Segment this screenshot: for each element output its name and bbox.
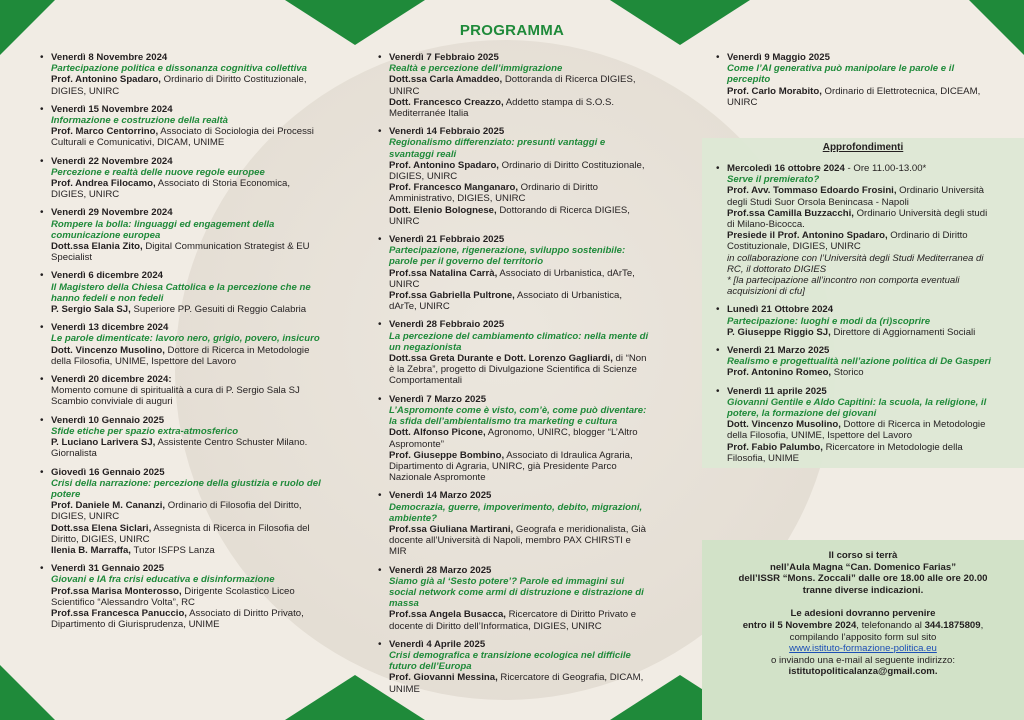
event-date — [51, 467, 325, 478]
event-topic: Il Magistero della Chiesa Cattolica e la percezione che ne hanno fedeli e non fedeli — [51, 281, 311, 304]
speaker-role: Geografa e meridionalista, Già docente all’Università di Napoli, membro PAX CHIRSTI e MIR — [389, 523, 647, 558]
program-event — [378, 490, 650, 557]
event-speaker — [389, 97, 650, 119]
speaker-name: Dott. Alfonso Picone, — [389, 427, 486, 439]
event-topic: Rompere la bolla: linguaggi ed engagement della comunicazione europea — [51, 218, 275, 241]
program-event — [378, 394, 650, 484]
approfondimenti-title: Approfondimenti — [822, 142, 904, 153]
speaker-name: Prof.ssa Gabriella Pultrone, — [389, 290, 515, 302]
event-speaker — [727, 442, 992, 464]
speaker-name: Prof. Giovanni Messina, — [389, 672, 498, 684]
event-date-text: Lunedì 21 Ottobre 2024 — [727, 304, 834, 316]
speaker-role: Ordinario di Diritto Amministrativo, DIGIES, UNIRC — [389, 182, 598, 205]
event-speaker — [727, 230, 992, 252]
event-date — [727, 304, 992, 315]
speaker-role: Ordinario di Diritto Costituzionale, DIGIES, UNIRC — [727, 230, 968, 253]
event-topic: L’Aspromonte come è visto, com’è, come può diventare: la sfida dell’ambientalismo tra marketing e cultura — [389, 404, 647, 428]
event-topic: Partecipazione politica e dissonanza cognitiva collettiva — [51, 63, 307, 75]
event-date-text: Venerdì 28 Marzo 2025 — [389, 564, 492, 576]
event-speaker — [51, 178, 325, 200]
program-event — [378, 319, 650, 386]
event-topic: Giovani e IA fra crisi educativa e disinformazione — [51, 574, 275, 586]
event-speaker — [51, 608, 325, 630]
event-date — [389, 565, 650, 576]
event-date-text: Venerdì 7 Marzo 2025 — [389, 393, 487, 405]
program-event — [40, 322, 325, 367]
event-topic: Partecipazione, rigenerazione, sviluppo sostenibile: parole per il governo del territorio — [389, 245, 626, 268]
speaker-role: Associato di Storia Economica, DIGIES, UNIRC — [51, 178, 291, 201]
event-speaker — [389, 353, 650, 387]
event-topic: Percezione e realtà delle nuove regole europee — [51, 166, 265, 178]
program-event — [40, 104, 325, 149]
event-topic: Regionalismo differenziato: presunti vantaggi e svantaggi reali — [389, 137, 606, 160]
program-event — [40, 415, 325, 460]
info-line: Le adesioni dovranno pervenire — [790, 608, 936, 620]
speaker-name: Prof. Fabio Palumbo, — [727, 441, 823, 453]
event-speaker — [389, 427, 650, 449]
program-column-2 — [378, 52, 650, 702]
program-event — [716, 304, 992, 338]
program-event — [40, 467, 325, 557]
event-date — [51, 270, 325, 281]
event-speaker — [51, 304, 325, 315]
event-note: in collaborazione con l’Università degli Studi Mediterranea di RC, il dottorato DIGIES — [727, 252, 984, 275]
event-date-text: Venerdì 7 Febbraio 2025 — [389, 52, 499, 63]
event-speaker — [727, 86, 986, 108]
program-event — [40, 374, 325, 408]
program-event — [378, 126, 650, 227]
speaker-role: Dottoranda di Ricerca DIGIES, UNIRC — [389, 74, 636, 97]
event-description: Momento comune di spiritualità a cura di P. Sergio Sala SJ Scambio conviviale di auguri — [51, 385, 300, 408]
program-event — [40, 207, 325, 263]
event-date — [51, 156, 325, 167]
speaker-name: Dott. Vincenzo Musolino, — [51, 344, 165, 356]
event-date-text: Venerdì 22 Novembre 2024 — [51, 155, 173, 167]
event-date-text: Venerdì 11 aprile 2025 — [727, 385, 827, 397]
speaker-role: Direttore di Aggiornamenti Sociali — [830, 326, 976, 338]
speaker-role: Assegnista di Ricerca in Filosofia del Diritto, DIGIES, UNIRC — [51, 522, 310, 545]
event-topic: Crisi della narrazione: percezione della giustizia e ruolo del potere — [51, 477, 321, 500]
event-date — [389, 394, 650, 405]
speaker-role: Associato di Diritto Privato, Dipartimento di Giurisprudenza, UNIME — [51, 607, 304, 631]
speaker-name: P. Sergio Sala SJ, — [51, 304, 131, 316]
event-topic: La percezione del cambiamento climatico: nella mente di un negazionista — [389, 330, 649, 353]
speaker-role: Assistente Centro Schuster Milano. Giornalista — [51, 437, 308, 460]
info-line: Il corso si terrà — [828, 550, 898, 561]
speaker-role: Addetto stampa di S.O.S. Mediterranée Italia — [389, 96, 615, 120]
speaker-name: Prof.ssa Angela Busacca, — [389, 609, 506, 621]
event-date-text: Venerdì 15 Novembre 2024 — [51, 103, 173, 115]
speaker-role: Ordinario di Elettrotecnica, DICEAM, UNIRC — [727, 85, 981, 108]
event-topic: Come l’AI generativa può manipolare le parole e il percepito — [727, 63, 955, 86]
speaker-name: Dott.ssa Elania Zito, — [51, 241, 143, 253]
event-topic: Democrazia, guerre, impoverimento, debito, migrazioni, ambiente? — [389, 501, 643, 524]
event-speaker — [389, 182, 650, 204]
speaker-name: P. Giuseppe Riggio SJ, — [727, 326, 831, 338]
event-date-text: Venerdì 14 Febbraio 2025 — [389, 126, 505, 138]
event-speaker — [727, 419, 992, 441]
speaker-name: Ilenia B. Marraffa, — [51, 544, 131, 556]
event-speaker — [389, 450, 650, 484]
event-speaker — [51, 241, 325, 263]
event-date — [51, 104, 325, 115]
event-speaker — [389, 290, 650, 312]
speaker-role: Ricercatore di Geografia, DICAM, UNIME — [389, 672, 644, 695]
event-topic: Realtà e percezione dell’immigrazione — [389, 63, 563, 75]
event-date — [51, 563, 325, 574]
program-event — [40, 270, 325, 315]
speaker-name: Prof. Daniele M. Cananzi, — [51, 500, 166, 512]
program-event — [40, 156, 325, 201]
speaker-name: Dott.ssa Greta Durante e Dott. Lorenzo Gagliardi, — [389, 353, 613, 365]
event-date — [51, 207, 325, 218]
program-column-1 — [40, 52, 325, 637]
info-line: dell’ISSR “Mons. Zoccali” dalle ore 18.00 alle ore 20.00 — [738, 573, 988, 585]
approfondimenti-list — [716, 163, 992, 471]
program-event — [716, 386, 992, 464]
event-topic: Giovanni Gentile e Aldo Capitini: la scuola, la religione, il potere, la formazione dei giovani — [727, 396, 987, 420]
speaker-name: Prof. Andrea Filocamo, — [51, 178, 156, 190]
info-line: tranne diverse indicazioni. — [802, 584, 924, 596]
phone-number[interactable]: 344.1875809 — [924, 619, 981, 631]
speaker-name: Dott. Francesco Creazzo, — [389, 96, 504, 108]
event-speaker — [389, 609, 650, 631]
program-event — [40, 52, 325, 97]
info-line — [708, 620, 1018, 632]
program-event — [716, 163, 992, 297]
event-time: - Ore 11.00-13.00* — [844, 163, 927, 174]
event-topic: Partecipazione: luoghi e modi da (ri)scoprire — [727, 315, 931, 327]
event-date — [389, 490, 650, 501]
speaker-name: Prof.ssa Marisa Monterosso, — [51, 585, 182, 597]
speaker-name: Prof. Avv. Tommaso Edoardo Frosini, — [727, 185, 897, 197]
speaker-name: Prof.ssa Giuliana Martirani, — [389, 523, 514, 535]
speaker-role: Associato di Urbanistica, dArTe, UNIRC — [389, 267, 635, 290]
speaker-name: P. Luciano Larivera SJ, — [51, 437, 156, 449]
event-date — [389, 234, 650, 245]
event-date-text: Venerdì 9 Maggio 2025 — [727, 52, 830, 63]
event-date — [51, 322, 325, 333]
speaker-name: Presiede il Prof. Antonino Spadaro, — [727, 230, 888, 242]
program-event — [378, 52, 650, 119]
speaker-role: Ordinario di Diritto Costituzionale, DIGIES, UNIRC — [51, 74, 307, 97]
event-date-text: Venerdì 29 Novembre 2024 — [51, 207, 173, 219]
event-date-text: Venerdì 8 Novembre 2024 — [51, 52, 168, 63]
event-speaker — [51, 74, 325, 96]
event-date — [389, 52, 650, 63]
page-title: PROGRAMMA — [459, 22, 565, 39]
info-text-fragment: , telefonando al — [856, 619, 925, 631]
speaker-role: Ordinario di Diritto Costituzionale, DIGIES, UNIRC — [389, 159, 645, 183]
event-date — [727, 163, 992, 174]
info-line: o inviando una e-mail al seguente indirizzo: — [771, 654, 955, 666]
event-speaker — [389, 524, 650, 558]
email-address[interactable]: istitutopoliticalanza@gmail.com. — [788, 666, 938, 678]
speaker-name: Prof. Antonino Spadaro, — [51, 74, 161, 86]
info-text — [708, 550, 1018, 678]
event-date-text: Venerdì 31 Gennaio 2025 — [51, 563, 165, 575]
event-speaker — [389, 205, 650, 227]
speaker-role: Ricercatore di Diritto Privato e docente di Diritto dell’Informatica, DIGIES, UNIRC — [389, 609, 637, 632]
program-event — [40, 563, 325, 630]
event-topic: Le parole dimenticate: lavoro nero, grigio, povero, insicuro — [51, 333, 320, 345]
speaker-role: Storico — [831, 367, 864, 379]
event-speaker — [389, 268, 650, 290]
speaker-role: Associato di Sociologia dei Processi Culturali e Comunicativi, DICAM, UNIME — [51, 126, 314, 149]
event-speaker — [727, 327, 992, 338]
event-speaker — [389, 160, 650, 182]
event-date-text: Venerdì 14 Marzo 2025 — [389, 490, 492, 502]
speaker-name: Prof. Antonino Spadaro, — [389, 159, 499, 171]
event-date-text: Venerdì 10 Gennaio 2025 — [51, 414, 165, 426]
event-date — [727, 52, 986, 63]
event-date-text: Venerdì 4 Aprile 2025 — [389, 638, 486, 650]
speaker-name: Prof. Marco Centorrino, — [51, 126, 159, 138]
speaker-role: Ordinario Università degli Studi Suor Orsola Benincasa - Napoli — [727, 185, 984, 208]
event-speaker — [51, 523, 325, 545]
speaker-role: Superiore PP. Gesuiti di Reggio Calabria — [130, 304, 307, 316]
event-date — [51, 52, 325, 63]
event-speaker — [51, 437, 325, 459]
event-date — [389, 319, 650, 330]
program-column-3 — [716, 52, 986, 115]
speaker-role: Dirigente Scolastico Liceo Scientifico “Alessandro Volta”, RC — [51, 585, 295, 608]
decor-corner — [0, 665, 55, 720]
speaker-role: Digital Communication Strategist & EU Specialist — [51, 241, 310, 264]
deadline-date: entro il 5 Novembre 2024 — [742, 619, 857, 631]
speaker-role: Ricercatore in Metodologie della Filosofia, UNIME — [727, 441, 963, 464]
speaker-name: Prof.ssa Camilla Buzzacchi, — [727, 207, 854, 219]
event-date — [727, 345, 992, 356]
speaker-name: Prof.ssa Francesca Panuccio, — [51, 607, 187, 619]
program-event — [378, 565, 650, 632]
event-date — [51, 415, 325, 426]
event-speaker — [51, 586, 325, 608]
event-topic: Serve il premierato? — [727, 174, 820, 186]
event-date — [389, 126, 650, 137]
event-date-text: Venerdì 6 dicembre 2024 — [51, 270, 163, 282]
event-speaker — [51, 345, 325, 367]
event-topic: Siamo già al ‘Sesto potere’? Parole ed immagini sui social network come armi di distruzione e distrazione di massa — [389, 575, 644, 610]
event-topic: Informazione e costruzione della realtà — [51, 115, 228, 127]
event-date — [51, 374, 325, 385]
speaker-role: Ordinario di Filosofia del Diritto, DIGIES, UNIRC — [51, 500, 302, 523]
event-topic: Realismo e progettualità nell’azione politica di De Gasperi — [727, 356, 991, 368]
speaker-role: Associato di Urbanistica, dArTe, UNIRC — [389, 290, 623, 313]
event-date-text: Venerdì 28 Febbraio 2025 — [389, 319, 505, 331]
event-speaker — [727, 208, 992, 230]
event-date — [389, 639, 650, 650]
event-speaker — [389, 74, 650, 96]
speaker-role: di “Non è la Zebra”, progetto di Divulgazione Scientifica di Scienze Comportamentali — [389, 353, 647, 387]
speaker-name: Dott. Elenio Bolognese, — [389, 204, 497, 216]
event-date — [727, 386, 992, 397]
speaker-name: Prof. Giuseppe Bombino, — [389, 449, 505, 461]
speaker-role: Ordinario Università degli studi di Milano-Bicocca. — [727, 207, 988, 231]
speaker-role: Agronomo, UNIRC, blogger “L’Altro Aspromonte” — [389, 427, 638, 450]
program-event — [378, 639, 650, 695]
event-speaker — [727, 367, 992, 378]
info-line: nell’Aula Magna “Can. Domenico Farias” — [769, 561, 957, 573]
event-topic: Sfide etiche per spazio extra-atmosferico — [51, 425, 239, 437]
event-speaker — [51, 545, 325, 556]
event-date-text: Venerdì 20 dicembre 2024: — [51, 374, 172, 386]
event-speaker — [51, 500, 325, 522]
event-date-text: Venerdì 13 dicembre 2024 — [51, 322, 169, 334]
speaker-name: Prof. Antonino Romeo, — [727, 367, 832, 379]
speaker-name: Dott.ssa Elena Siclari, — [51, 522, 152, 534]
event-speaker — [727, 185, 992, 207]
event-date-text: Venerdì 21 Marzo 2025 — [727, 345, 830, 357]
website-link[interactable]: www.istituto-formazione-politica.eu — [789, 643, 937, 655]
program-event — [378, 234, 650, 312]
speaker-name: Prof.ssa Natalina Carrà, — [389, 267, 498, 279]
speaker-role: Dottorando di Ricerca DIGIES, UNIRC — [389, 204, 630, 227]
event-date-text: Mercoledì 16 ottobre 2024 — [727, 163, 845, 174]
speaker-name: Dott.ssa Carla Amaddeo, — [389, 74, 503, 86]
event-note: * [la partecipazione all’incontro non comporta eventuali acquisizioni di cfu] — [727, 275, 960, 298]
info-text-fragment: , — [980, 619, 984, 631]
speaker-role: Associato di Idraulica Agraria, Dipartimento di Agraria, UNIRC, già Presidente Parco Nazionale Aspromonte — [389, 449, 633, 484]
event-topic: Crisi demografica e transizione ecologica nel difficile futuro dell’Europa — [389, 649, 631, 673]
program-event — [716, 52, 986, 108]
event-date-text: Giovedì 16 Gennaio 2025 — [51, 466, 165, 478]
info-line: compilando l’apposito form sul sito — [789, 631, 937, 643]
speaker-role: Tutor ISFPS Lanza — [130, 544, 215, 556]
speaker-name: Dott. Vincenzo Musolino, — [727, 419, 841, 431]
speaker-name: Prof. Francesco Manganaro, — [389, 182, 519, 194]
event-speaker — [51, 126, 325, 148]
speaker-role: Dottore di Ricerca in Metodologie della Filosofia, UNIME, Ispettore del Lavoro — [727, 419, 986, 442]
speaker-name: Prof. Carlo Morabito, — [727, 85, 822, 97]
speaker-role: Dottore di Ricerca in Metodologie della Filosofia, UNIME, Ispettore del Lavoro — [51, 344, 310, 367]
event-speaker — [389, 672, 650, 694]
event-date-text: Venerdì 21 Febbraio 2025 — [389, 234, 505, 246]
program-event — [716, 345, 992, 379]
